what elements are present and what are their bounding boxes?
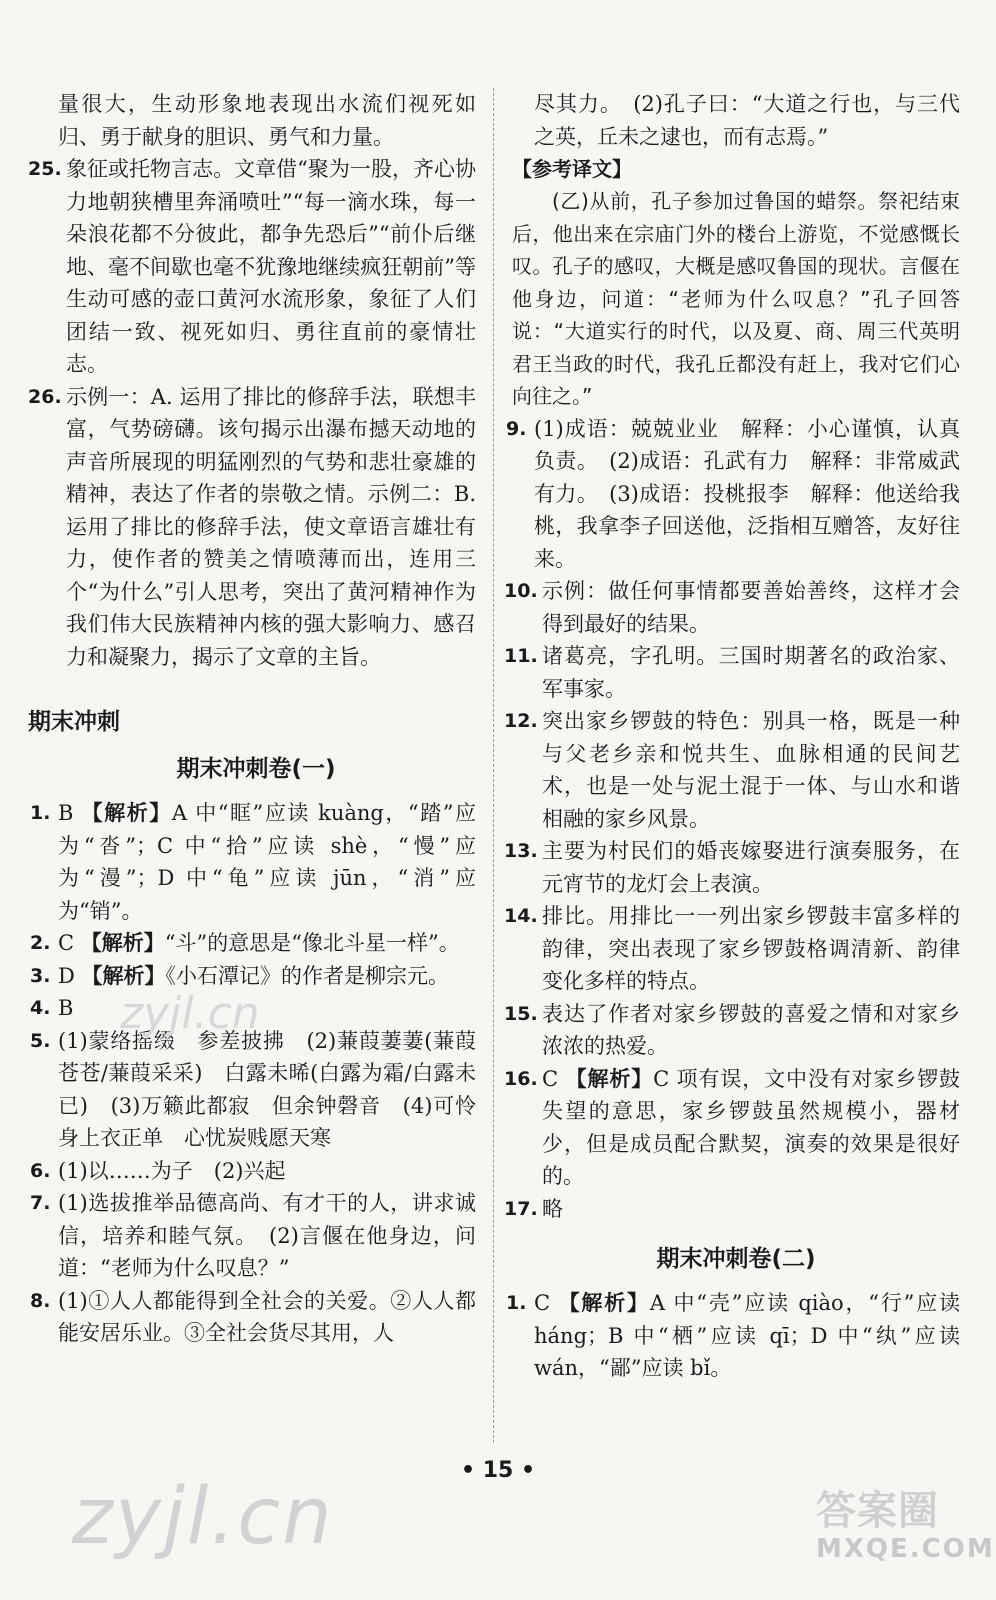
- item-text: 表达了作者对家乡锣鼓的喜爱之情和对家乡浓浓的热爱。: [542, 1001, 960, 1058]
- item-answer: D: [58, 963, 82, 988]
- item-number: 11.: [504, 645, 538, 667]
- answer-item-6: [30, 1155, 476, 1188]
- answer-item-5: [30, 1025, 476, 1155]
- item-answer: B: [58, 801, 82, 825]
- page-number: • 15 •: [460, 1458, 536, 1483]
- item-text: 象征或托物言志。文章借“聚为一股，齐心协力地朝狭槽里奔涌喷吐”“每一滴水珠，每一朵浪花都不分彼此，都争先恐后”“前仆后继地、毫不间歇也毫不犹豫地继续疯狂朝前”等生动可感的壶口黄河水流形象，象征了人们团结一致、视死如归、勇往直前的豪情壮志。: [66, 157, 476, 376]
- item-number: 5.: [30, 1029, 51, 1052]
- item-text: 示例：做任何事情都要善始善终，这样才会得到最好的结果。: [542, 579, 960, 636]
- item-number: 6.: [30, 1159, 51, 1182]
- left-column: [28, 88, 477, 1350]
- answer-item-11: [504, 640, 960, 705]
- item-answer: C: [542, 1066, 566, 1091]
- answer-item-10: [504, 575, 960, 640]
- item-number: 3.: [30, 964, 51, 987]
- analysis-tag: 【解析】: [81, 963, 166, 988]
- answer-item-2: [30, 927, 476, 960]
- item-text: A 中“壳”应读 qiào，“行”应读 háng；B 中“栖”应读 qī；D 中“纨”应读 wán，“鄙”应读 bǐ。: [534, 1291, 961, 1380]
- continued-text: 量很大，生动形象地表现出水流们视死如归、勇于献身的胆识、勇气和力量。: [58, 92, 476, 149]
- answer-item-8: [30, 1285, 476, 1350]
- item-text: A 中“眶”应读 kuàng，“踏”应为“沓”；C 中“拾”应读 shè，“慢”应为“漫”；D 中“龟”应读 jūn，“消”应为“销”。: [58, 801, 477, 923]
- right-column: [504, 88, 961, 1385]
- item-number: 26.: [28, 385, 62, 408]
- answer-item-12: [504, 705, 960, 835]
- item-number: 13.: [504, 840, 538, 862]
- item-text: 排比。用排比一一列出家乡锣鼓丰富多样的韵律，突出表现了家乡锣鼓格调清新、韵律变化多样的特点。: [542, 904, 960, 993]
- analysis-tag: 【解析】: [558, 1291, 650, 1315]
- item-text: 突出家乡锣鼓的特色：别具一格，既是一种与父老乡亲和悦共生、血脉相通的民间艺术，也是一处与泥土混于一体、与山水和谐相融的家乡风景。: [542, 709, 960, 831]
- analysis-tag: 【解析】: [565, 1066, 654, 1091]
- item-text: C 项有误，文中没有对家乡锣鼓失望的意思，家乡锣鼓虽然规模小，器材少，但是成员配合默契，演奏的效果是很好的。: [542, 1066, 960, 1188]
- item-answer: C: [534, 1291, 559, 1315]
- item-text: (1)蒙络摇缀 参差披拂 (2)蒹葭萋萋(蒹葭苍苍/蒹葭采采) 白露未晞(白露为霜/白露未已) (3)万籁此都寂 但余钟磬音 (4)可怜身上衣正单 心忧炭贱愿天寒: [58, 1028, 476, 1150]
- answer-item-7: [30, 1187, 476, 1285]
- item-number: 17.: [504, 1197, 538, 1220]
- analysis-tag: 【解析】: [80, 931, 165, 955]
- answer-item-14: [504, 900, 960, 998]
- item-text: (1)①人人都能得到全社会的关爱。②人人都能安居乐业。③全社会货尽其用，人: [58, 1288, 476, 1345]
- item-number: 10.: [504, 580, 538, 602]
- answer-item-9: [506, 413, 960, 576]
- item-number: 9.: [506, 417, 527, 440]
- item-text: 《小石潭记》的作者是柳宗元。: [165, 963, 450, 988]
- section-title: 期末冲刺: [28, 709, 120, 735]
- answer-item-17: [504, 1193, 960, 1226]
- brand-watermark-bottom: MXQE.COM: [816, 1534, 995, 1564]
- item-number: 15.: [504, 1002, 538, 1025]
- answer-item-25: [28, 153, 476, 381]
- brand-watermark: [816, 1488, 995, 1578]
- item-answer: C: [58, 931, 81, 955]
- answer-item-1: [30, 797, 477, 927]
- reference-translation-heading: 【参考译文】: [512, 157, 632, 181]
- analysis-tag: 【解析】: [81, 801, 172, 825]
- item-number: 7.: [30, 1192, 51, 1214]
- item-text: 诸葛亮，字孔明。三国时期著名的政治家、军事家。: [542, 644, 960, 701]
- item-text: (1)以……为子 (2)兴起: [58, 1158, 286, 1183]
- answer-item-15: [504, 998, 960, 1063]
- column-divider: [493, 88, 494, 1443]
- brand-watermark-top: 答案圈: [816, 1488, 939, 1534]
- item-number: 14.: [504, 905, 538, 927]
- exam-subtitle-1: 期末冲刺卷(一): [176, 756, 336, 782]
- item-text: “斗”的意思是“像北斗星一样”。: [164, 931, 460, 955]
- item-text: (1)成语：兢兢业业 解释：小心谨慎，认真负责。 (2)成语：孔武有力 解释：非常威武有力。 (3)成语：投桃报李 解释：他送给我桃，我拿李子回送他，泛指相互赠答，友好往来。: [534, 416, 960, 571]
- continued-text: 尽其力。 (2)孔子曰：“大道之行也，与三代之英，丘未之逮也，而有志焉。”: [534, 92, 960, 149]
- item-number: 8.: [30, 1289, 51, 1312]
- answer-item-b1: [506, 1287, 961, 1385]
- item-number: 12.: [504, 710, 538, 732]
- item-answer: 略: [542, 1196, 563, 1221]
- item-text: 示例一：A. 运用了排比的修辞手法，联想丰富，气势磅礴。该句揭示出瀑布撼天动地的声音所展现的明猛刚烈的气势和悲壮豪雄的精神，表达了作者的崇敬之情。示例二：B. 运用了排比的修辞手法，使文章语言雄壮有力，使作者的赞美之情喷薄而出，连用三个“为什么”引人思考，突出了黄河精神作为我们伟大民族精神内核的强大影响力、感召力和凝聚力，揭示了文章的主旨。: [66, 384, 476, 669]
- item-number: 25.: [28, 158, 62, 180]
- answer-item-26: [28, 381, 476, 674]
- answer-item-16: [504, 1063, 960, 1193]
- item-number: 4.: [30, 997, 51, 1019]
- item-text: 主要为村民们的婚丧嫁娶进行演奏服务，在元宵节的龙灯会上表演。: [542, 839, 960, 896]
- exam-subtitle-2: 期末冲刺卷(二): [656, 1246, 816, 1272]
- item-number: 2.: [30, 932, 51, 954]
- site-watermark: zyjl.cn: [72, 1472, 334, 1562]
- item-number: 16.: [504, 1067, 538, 1090]
- reference-translation: (乙)从前，孔子参加过鲁国的蜡祭。祭祀结束后，他出来在宗庙门外的楼台上游览，不觉感慨长叹。孔子的感叹，大概是感叹鲁国的现状。言偃在他身边，问道：“老师为什么叹息？”孔子回答说：“大道实行的时代，以及夏、商、周三代英明君王当政的时代，我孔丘都没有赶上，我对它们心向往之。”: [512, 189, 960, 408]
- inline-watermark: zyjl.cn: [120, 988, 260, 1039]
- item-text: (1)选拔推举品德高尚、有才干的人，讲求诚信，培养和睦气氛。 (2)言偃在他身边，问道：“老师为什么叹息？”: [58, 1191, 476, 1280]
- answer-item-4: [30, 992, 476, 1025]
- answer-item-13: [504, 835, 960, 900]
- item-answer: B: [58, 996, 74, 1020]
- answer-item-3: [30, 960, 476, 993]
- item-number: 1.: [506, 1292, 527, 1314]
- item-number: 1.: [30, 802, 51, 824]
